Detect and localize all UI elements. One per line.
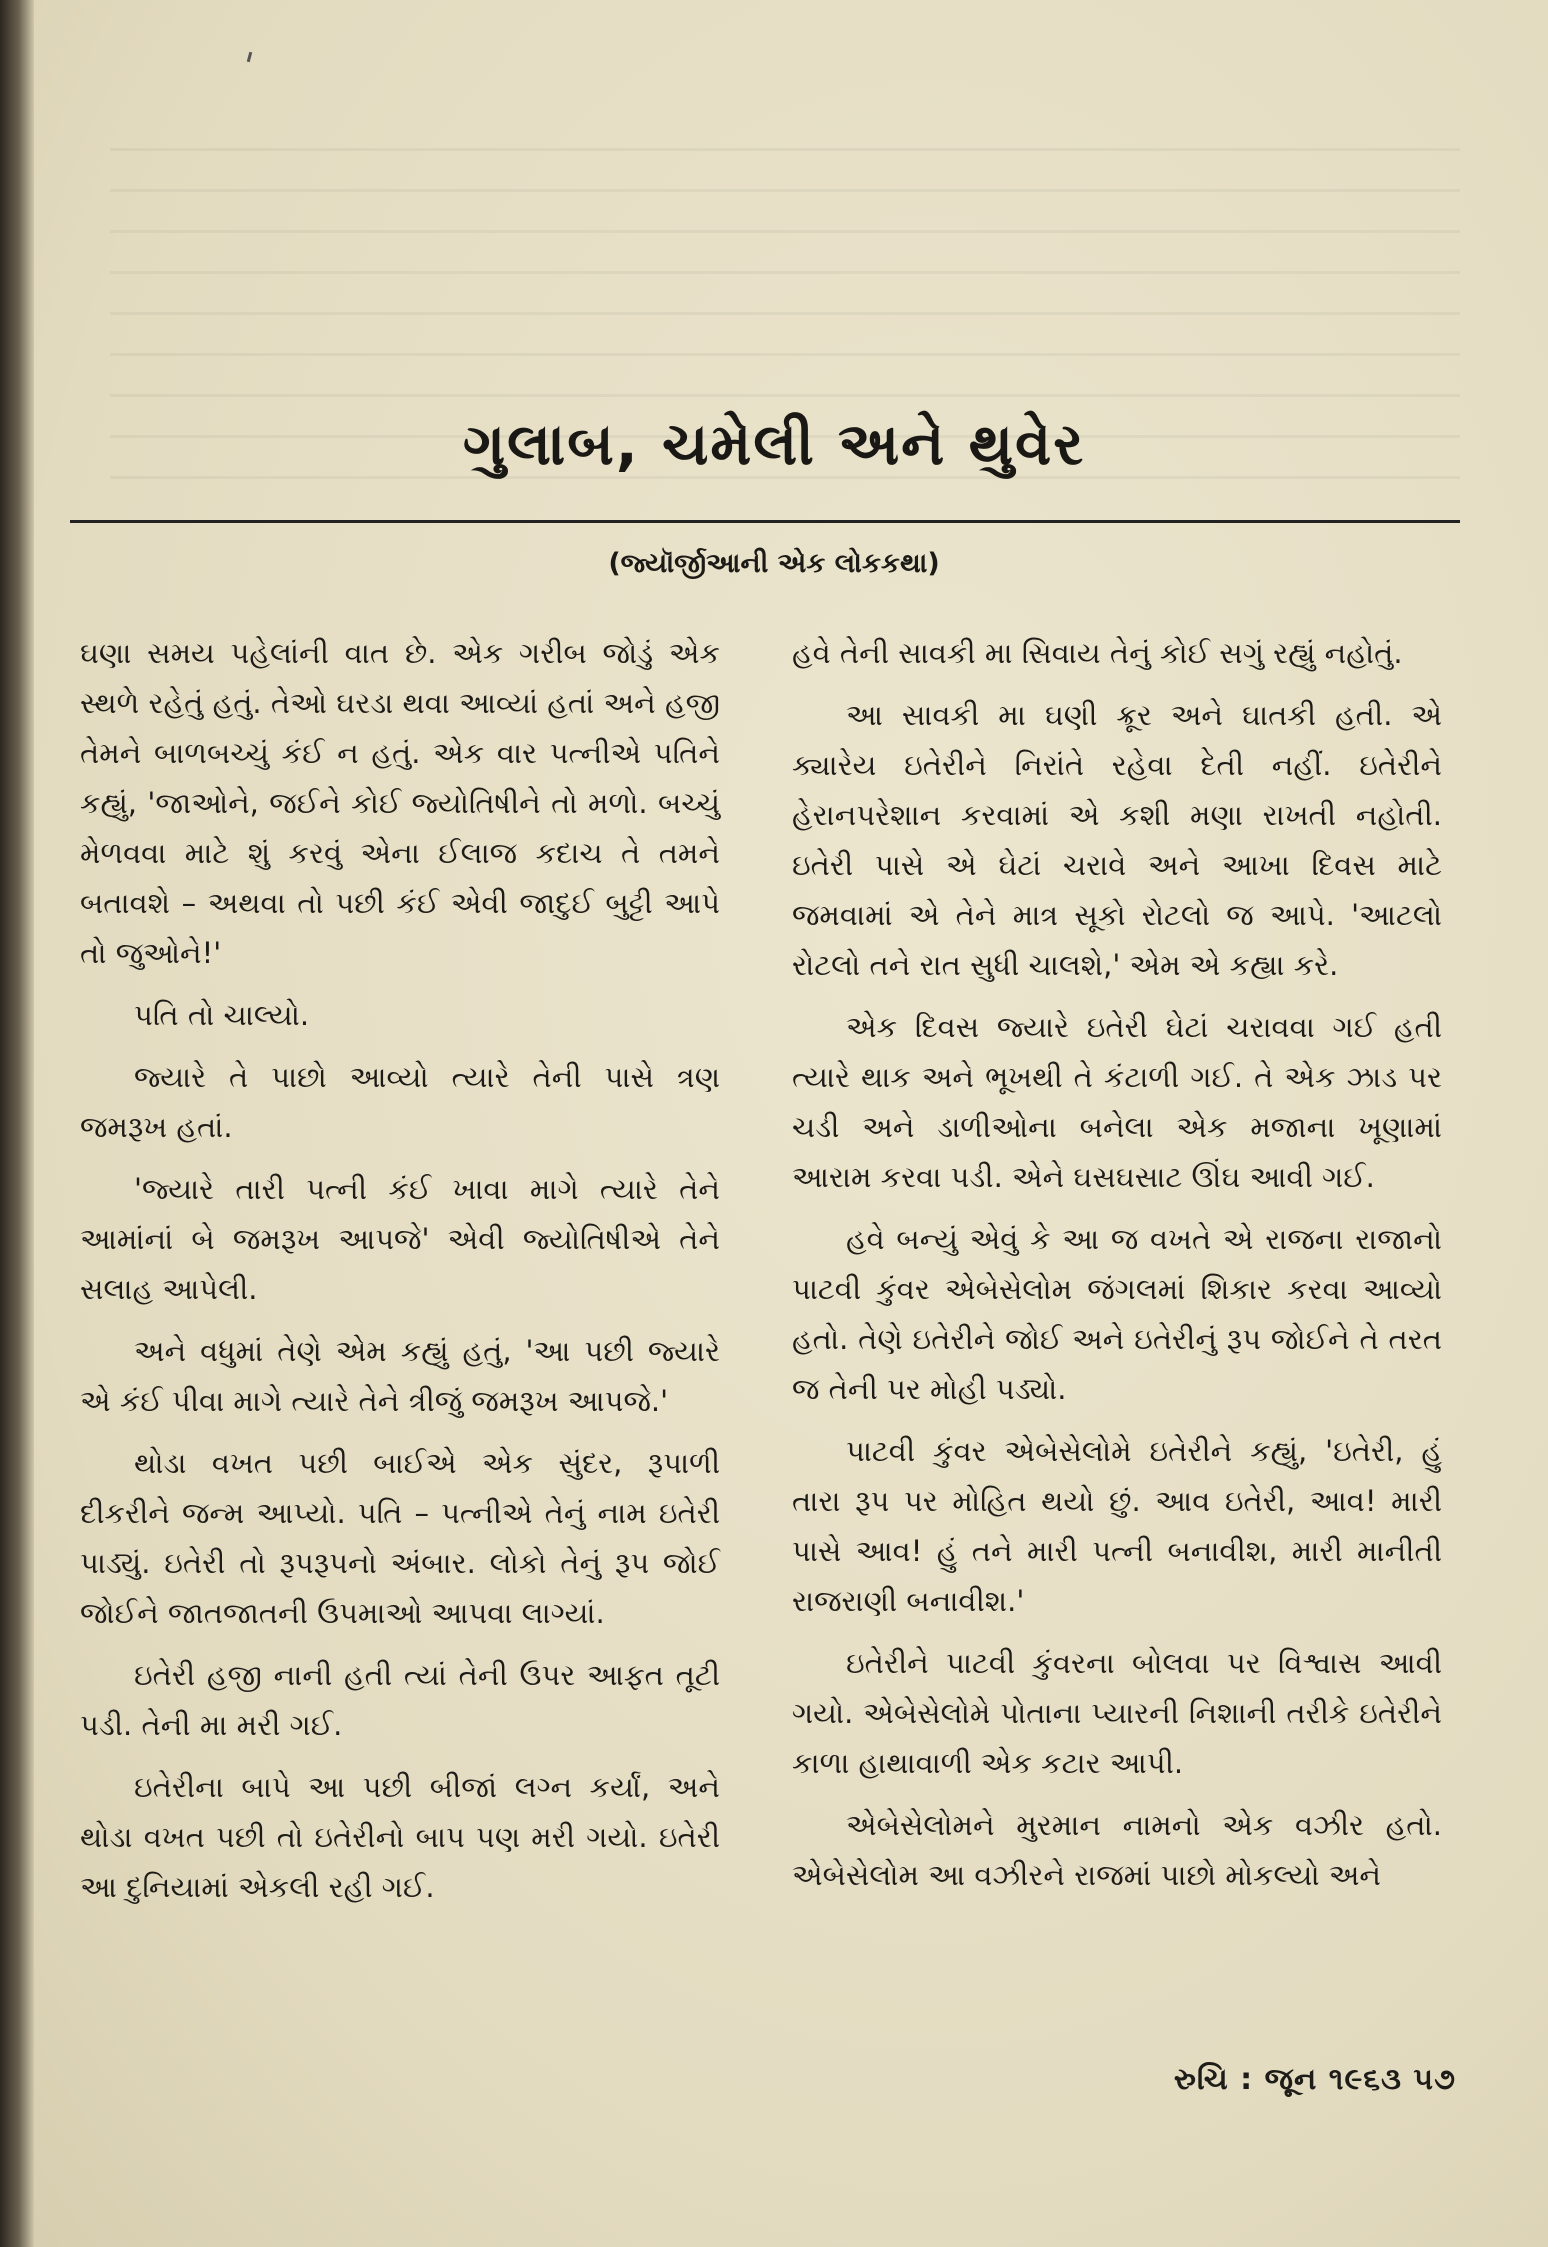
print-speck [247, 52, 252, 62]
left-column [80, 628, 720, 1924]
page-binding-edge [0, 0, 34, 2247]
right-column [792, 628, 1442, 1912]
paragraph: પાટવી કુંવર એબેસેલોમે ઇતેરીને કહ્યું, 'ઇતેરી, હું તારા રૂપ પર મોહિત થયો છું. આવ ઇતેરી, આવ! મારી પાસે આવ! હું તને મારી પત્ની બનાવીશ, મારી માનીતી રાજરાણી બનાવીશ.' [792, 1434, 1442, 1618]
paragraph: જ્યારે તે પાછો આવ્યો ત્યારે તેની પાસે ત્રણ જમરૂખ હતાં. [80, 1060, 720, 1144]
paragraph: એબેસેલોમને મુરમાન નામનો એક વઝીર હતો. એબેસેલોમ આ વઝીરને રાજમાં પાછો મોકલ્યો અને [792, 1808, 1442, 1892]
article-subtitle: (જ્યૉર્જીઆની એક લોકકથા) [608, 548, 940, 579]
paragraph: ઘણા સમય પહેલાંની વાત છે. એક ગરીબ જોડું એક સ્થળે રહેતું હતું. તેઓ ઘરડા થવા આવ્યાં હતાં અને હજી તેમને બાળબચ્ચું કંઈ ન હતું. એક વાર પત્નીએ પતિને કહ્યું, 'જાઓને, જઈને કોઈ જ્યોતિષીને તો મળો. બચ્ચું મેળવવા માટે શું કરવું એના ઈલાજ કદાચ તે તમને બતાવશે – અથવા તો પછી કંઈ એવી જાદુઈ બુટ્ટી આપે તો જુઓને!' [80, 636, 720, 970]
paragraph: હવે બન્યું એવું કે આ જ વખતે એ રાજના રાજાનો પાટવી કુંવર એબેસેલોમ જંગલમાં શિકાર કરવા આવ્યો હતો. તેણે ઇતેરીને જોઈ અને ઇતેરીનું રૂપ જોઈને તે તરત જ તેની પર મોહી પડ્યો. [792, 1222, 1442, 1406]
title-rule [70, 520, 1460, 523]
paragraph: હવે તેની સાવકી મા સિવાય તેનું કોઈ સગું રહ્યું નહોતું. [792, 636, 1403, 670]
article-title: ગુલાબ, ચમેલી અને થુવેર [462, 410, 1086, 478]
paragraph: ઇતેરીને પાટવી કુંવરના બોલવા પર વિશ્વાસ આવી ગયો. એબેસેલોમે પોતાના પ્યારની નિશાની તરીકે ઇતેરીને કાળા હાથાવાળી એક કટાર આપી. [792, 1646, 1442, 1780]
paragraph: અને વધુમાં તેણે એમ કહ્યું હતું, 'આ પછી જ્યારે એ કંઈ પીવા માગે ત્યારે તેને ત્રીજું જમરૂખ આપજે.' [80, 1334, 720, 1418]
paragraph: આ સાવકી મા ઘણી ક્રૂર અને ઘાતકી હતી. એ ક્યારેય ઇતેરીને નિરાંતે રહેવા દેતી નહીં. ઇતેરીને હેરાનપરેશાન કરવામાં એ કશી મણા રાખતી નહોતી. ઇતેરી પાસે એ ઘેટાં ચરાવે અને આખા દિવસ માટે જમવામાં એ તેને માત્ર સૂકો રોટલો જ આપે. 'આટલો રોટલો તને રાત સુધી ચાલશે,' એમ એ કહ્યા કરે. [792, 698, 1442, 982]
page-footer: રુચિ : જૂન ૧૯૬૩ ૫૭ [1173, 2062, 1456, 2097]
paragraph: 'જ્યારે તારી પત્ની કંઈ ખાવા માગે ત્યારે તેને આમાંનાં બે જમરૂખ આપજે' એવી જ્યોતિષીએ તેને સલાહ આપેલી. [80, 1172, 720, 1306]
paragraph: ઇતેરીના બાપે આ પછી બીજાં લગ્ન કર્યાં, અને થોડા વખત પછી તો ઇતેરીનો બાપ પણ મરી ગયો. ઇતેરી આ દુનિયામાં એકલી રહી ગઈ. [80, 1770, 720, 1904]
paragraph: પતિ તો ચાલ્યો. [134, 998, 310, 1032]
paragraph: ઇતેરી હજી નાની હતી ત્યાં તેની ઉપર આફત તૂટી પડી. તેની મા મરી ગઈ. [80, 1658, 720, 1742]
paragraph: એક દિવસ જ્યારે ઇતેરી ઘેટાં ચરાવવા ગઈ હતી ત્યારે થાક અને ભૂખથી તે કંટાળી ગઈ. તે એક ઝાડ પર ચડી અને ડાળીઓના બનેલા એક મજાના ખૂણામાં આરામ કરવા પડી. એને ઘસઘસાટ ઊંઘ આવી ગઈ. [792, 1010, 1442, 1194]
paragraph: થોડા વખત પછી બાઈએ એક સુંદર, રૂપાળી દીકરીને જન્મ આપ્યો. પતિ – પત્નીએ તેનું નામ ઇતેરી પાડ્યું. ઇતેરી તો રૂપરૂપનો અંબાર. લોકો તેનું રૂપ જોઈ જોઈને જાતજાતની ઉપમાઓ આપવા લાગ્યાં. [80, 1446, 720, 1630]
